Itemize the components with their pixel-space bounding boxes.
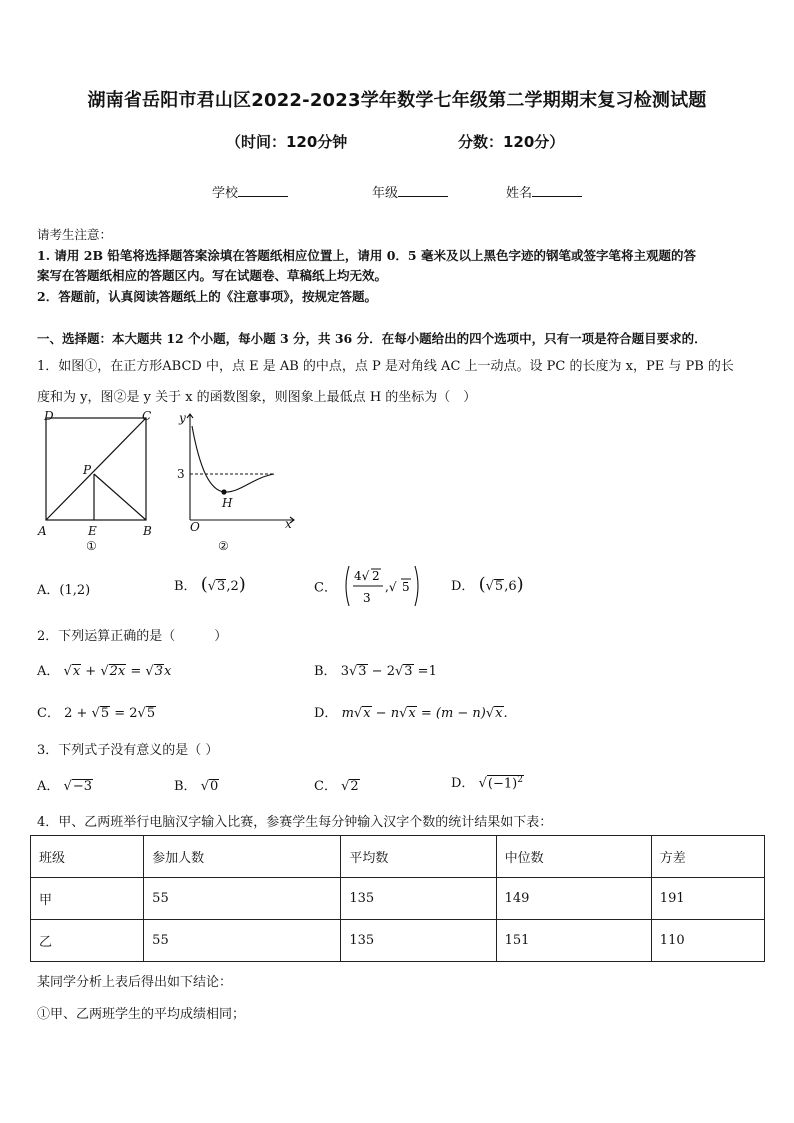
exam-score: 分数：120分） (458, 133, 565, 151)
table-cell: 151 (496, 920, 651, 962)
stats-table (30, 835, 765, 962)
school-label: 学校 (212, 186, 239, 201)
q1-option-a[interactable]: A．(1,2) (37, 583, 91, 598)
q2-option-a[interactable]: A． √x + √2x = √3x (37, 664, 172, 679)
q3-option-b[interactable]: B． √0 (174, 779, 219, 794)
q2-stem: 2．下列运算正确的是（ ） (37, 629, 228, 644)
svg-text:2: 2 (372, 569, 380, 583)
notice-heading: 请考生注意： (37, 227, 113, 242)
q2-option-d-label: D． (314, 706, 338, 721)
table-header: 班级 (31, 836, 144, 878)
svg-text:5: 5 (402, 580, 410, 594)
label-3: 3 (177, 467, 185, 481)
label-c: C (142, 409, 152, 423)
table-header-row (31, 836, 765, 878)
q1-figure-graph (172, 408, 302, 553)
grade-field (372, 182, 448, 201)
table-cell: 191 (651, 878, 764, 920)
table-header: 参加人数 (144, 836, 341, 878)
q1-option-b-label: B． (174, 579, 197, 594)
table-cell: 55 (144, 878, 341, 920)
grade-label: 年级 (372, 186, 399, 201)
table-cell: 甲 (31, 878, 144, 920)
svg-text:3: 3 (363, 591, 371, 605)
q1-stem-line2: 度和为 y，图②是 y 关于 x 的函数图象，则图象上最低点 H 的坐标为（ ） (37, 390, 477, 405)
table-cell: 135 (341, 920, 496, 962)
q4-stem: 4．甲、乙两班举行电脑汉字输入比赛，参赛学生每分钟输入汉字个数的统计结果如下表： (37, 815, 553, 830)
section-heading: 一、选择题：本大题共 12 个小题，每小题 3 分，共 36 分．在每小题给出的四个选项中，只有一项是符合题目要求的． (37, 331, 707, 346)
table-cell: 乙 (31, 920, 144, 962)
label-e: E (88, 524, 97, 538)
name-label: 姓名 (506, 186, 533, 201)
table-cell: 135 (341, 878, 496, 920)
notice-line-1a: 1. 请用 2B 铅笔将选择题答案涂填在答题纸相应位置上，请用 0．5 毫米及以上黑色字迹的钢笔或签字笔将主观题的答 (37, 248, 696, 263)
school-blank (238, 185, 288, 197)
diagonal-ac (46, 418, 146, 520)
q3-option-a-label: A． (37, 779, 60, 794)
table-row (31, 920, 765, 962)
exam-time: （时间：120分钟 (226, 133, 348, 151)
table-header: 平均数 (341, 836, 496, 878)
svg-text:4√: 4√ (354, 569, 370, 583)
label-p: P (83, 463, 92, 477)
table-cell: 110 (651, 920, 764, 962)
table-header: 方差 (651, 836, 764, 878)
q1-option-c-label: C． (314, 580, 337, 596)
q3-option-d[interactable]: D． $√(-1)^2$ (451, 774, 523, 791)
q1-option-d-label: D． (451, 579, 475, 594)
q4-after-1: 某同学分析上表后得出如下结论： (37, 975, 233, 990)
q2-option-b-label: B． (314, 664, 337, 679)
label-o: O (190, 520, 200, 534)
label-h: H (222, 496, 233, 510)
q3-option-c-label: C． (314, 779, 337, 794)
q2-option-c-label: C． (37, 706, 60, 721)
q2-option-c[interactable]: C． 2 + √5 = 2√5 (37, 706, 156, 721)
label-x: x (285, 517, 292, 531)
name-blank (532, 185, 582, 197)
q3-option-b-label: B． (174, 779, 197, 794)
table-header: 中位数 (496, 836, 651, 878)
q1-stem-line1: 1．如图①，在正方形ABCD 中，点 E 是 AB 的中点，点 P 是对角线 AC 上一动点。设 PC 的长度为 x，PE 与 PB 的长 (37, 359, 734, 374)
segment-pb (94, 474, 146, 520)
point-h (221, 489, 226, 494)
table-cell: 55 (144, 920, 341, 962)
label-a: A (38, 524, 47, 538)
label-d: D (44, 409, 54, 423)
function-curve (192, 426, 274, 492)
table-row (31, 878, 765, 920)
q1-figure-square (36, 408, 166, 553)
q2-option-b[interactable]: B． 3√3 − 2√3 =1 (314, 664, 437, 679)
notice-line-2: 2．答题前，认真阅读答题纸上的《注意事项》，按规定答题。 (37, 289, 377, 304)
q1-option-b[interactable]: B． (√3,2) (174, 574, 246, 595)
q3-option-d-label: D． (451, 776, 475, 791)
label-y: y (179, 411, 186, 425)
name-field (506, 182, 582, 201)
fig2-caption: ② (218, 539, 229, 553)
q3-stem: 3．下列式子没有意义的是（ ） (37, 743, 219, 758)
school-field (212, 182, 288, 201)
label-b: B (143, 524, 152, 538)
q1-option-c[interactable] (314, 562, 423, 610)
grade-blank (398, 185, 448, 197)
svg-text:,√: ,√ (385, 580, 397, 594)
q3-option-a[interactable]: A． √−3 (37, 779, 92, 794)
q2-option-a-label: A． (37, 664, 60, 679)
notice-line-1b: 案写在答题纸相应的答题区内。写在试题卷、草稿纸上均无效。 (37, 268, 388, 283)
q3-option-c[interactable]: C． √2 (314, 779, 359, 794)
q1-option-d[interactable]: D． (√5,6) (451, 574, 524, 595)
q2-option-d[interactable]: D． m√x − n√x = (m − n)√x. (314, 706, 508, 721)
fig1-caption: ① (86, 539, 97, 553)
page-title: 湖南省岳阳市君山区2022-2023学年数学七年级第二学期期末复习检测试题 (87, 90, 707, 111)
table-cell: 149 (496, 878, 651, 920)
q1-option-c-math (341, 562, 423, 610)
q4-after-2: ①甲、乙两班学生的平均成绩相同； (37, 1007, 246, 1022)
